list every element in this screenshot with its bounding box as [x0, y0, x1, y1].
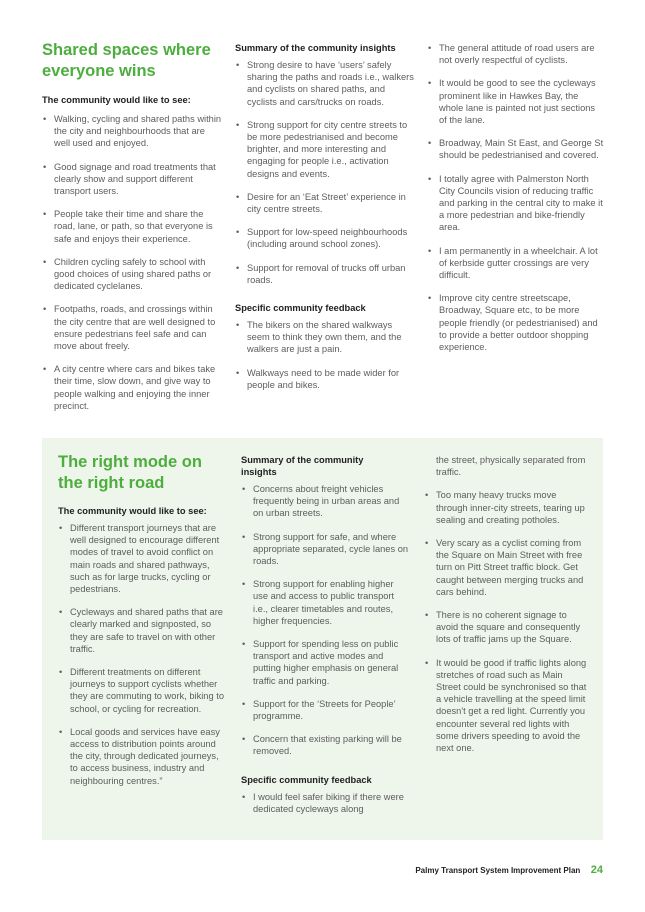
- list-item: • Different transport journeys that are well designed to encourage different modes of travel to avoid conflict on main roads and shared pathways, such as for large trucks, cycling or pedestrians.: [58, 522, 225, 595]
- section2-feedback-title: Specific community feedback: [241, 774, 372, 785]
- section2-wish-title: The community would like to see:: [58, 506, 207, 516]
- section1-feedback-title: Specific community feedback: [235, 303, 366, 314]
- list-item: • Different treatments on different journeys to support cyclists whether they are commuting to work, biking to school, or cycling for recreation.: [58, 666, 225, 715]
- list-item: • Too many heavy trucks move through inner-city streets, tearing up sealing and creating potholes.: [424, 489, 589, 526]
- section1-insights-list: [235, 59, 415, 286]
- list-item: • Strong support for safe, and where appropriate separated, cycle lanes on roads.: [241, 531, 409, 568]
- list-item: • Desire for an ‘Eat Street’ experience in city centre streets.: [235, 191, 415, 215]
- section2-feedback-list-b: [424, 489, 589, 754]
- list-item: • I totally agree with Palmerston North City Councils vision of reducing traffic and parking in the central city to make it a more pedestrian and bike-friendly area.: [427, 173, 605, 234]
- section1-wish-title: The community would like to see:: [42, 95, 191, 105]
- section-shared-spaces: [0, 0, 645, 440]
- section2-col2: [241, 454, 409, 826]
- section2-wish-list: [58, 522, 225, 787]
- list-item: • Support for removal of trucks off urban roads.: [235, 262, 415, 286]
- section1-insights-title: Summary of the community insights: [235, 43, 396, 53]
- list-item: • Improve city centre streetscape, Broadway, Square etc, to be more people friendly (or pedestrianised) and to provide a better outdoor shopping experience.: [427, 292, 605, 353]
- section1-feedback-list-b: [427, 42, 605, 353]
- page-footer: [300, 860, 603, 878]
- section1-col3: [427, 42, 605, 364]
- footer-title: Palmy Transport System Improvement Plan: [415, 866, 581, 875]
- list-item: • The bikers on the shared walkways seem to think they own them, and the walkers are just a pain.: [235, 319, 415, 356]
- list-item: • The general attitude of road users are not overly respectful of cyclists.: [427, 42, 605, 66]
- section1-heading: Shared spaces where everyone wins: [42, 41, 211, 80]
- page-number: 24: [590, 864, 603, 876]
- section2-feedback-continued: the street, physically separated from traffic.: [436, 455, 586, 478]
- section1-col2: [235, 42, 415, 402]
- list-item: • Support for spending less on public transport and active modes and putting higher emphasis on general traffic and parking.: [241, 638, 409, 687]
- section1-feedback-list-a: [235, 319, 415, 391]
- list-item: • Broadway, Main St East, and George St should be pedestrianised and covered.: [427, 137, 605, 161]
- list-item: • People take their time and share the road, lane, or path, so that everyone is safe and enjoys their experience.: [42, 208, 222, 245]
- section-right-mode-panel: [42, 438, 603, 840]
- section2-feedback-list-a: [241, 791, 409, 815]
- list-item: • There is no coherent signage to avoid the square and consequently lots of traffic jams up the Square.: [424, 609, 589, 646]
- list-item: • Children cycling safely to school with good choices of using shared paths or dedicated cyclelanes.: [42, 256, 222, 293]
- list-item: • Footpaths, roads, and crossings within the city centre that are well designed to ensure pedestrians feel safe and can move about freely.: [42, 303, 222, 352]
- section2-insights-title: Summary of the community insights: [241, 455, 364, 477]
- section2-col1: [58, 452, 225, 798]
- list-item: • Support for low-speed neighbourhoods (including around school zones).: [235, 226, 415, 250]
- list-item: • Walking, cycling and shared paths within the city and neighbourhoods that are well used and enjoyed.: [42, 113, 222, 150]
- list-item: • Good signage and road treatments that clearly show and support different transport users.: [42, 161, 222, 198]
- list-item: • Concern that existing parking will be removed.: [241, 733, 409, 757]
- list-item: • I am permanently in a wheelchair. A lot of kerbside gutter crossings are very difficult.: [427, 245, 605, 282]
- list-item: • It would be good if traffic lights along stretches of road such as Main Street could be synchronised so that a vehicle travelling at the speed limit doesn't get a red light. Currently you encounter several red lights with some drivers speeding to avoid the next one.: [424, 657, 589, 755]
- list-item: • Strong support for enabling higher use and access to public transport i.e., clearer timetables and routes, higher frequencies.: [241, 578, 409, 627]
- section2-heading: The right mode on the right road: [58, 453, 202, 492]
- list-item: • Strong desire to have ‘users’ safely sharing the paths and roads i.e., walkers and cyclists on shared paths, and cyclists and cars/trucks on roads.: [235, 59, 415, 108]
- section2-insights-list: [241, 483, 409, 758]
- list-item: • I would feel safer biking if there were dedicated cycleways along: [241, 791, 409, 815]
- list-item: • Concerns about freight vehicles frequently being in urban areas and on urban streets.: [241, 483, 409, 520]
- list-item: • It would be good to see the cycleways prominent like in Hawkes Bay, the whole lane is painted not just sections of the lane.: [427, 77, 605, 126]
- section1-col1: [42, 40, 222, 423]
- list-item: • Very scary as a cyclist coming from the Square on Main Street with free turn on Pitt Street traffic block. Get caught between merging trucks and cars behind.: [424, 537, 589, 598]
- list-item: • Strong support for city centre streets to be more pedestrianised and become brighter, and more interesting and engaging for people i.e., activation designs and events.: [235, 119, 415, 180]
- list-item: • Support for the ‘Streets for People’ programme.: [241, 698, 409, 722]
- list-item: • Walkways need to be made wider for people and bikes.: [235, 367, 415, 391]
- section1-wish-list: [42, 113, 222, 412]
- section2-col3: [424, 454, 589, 765]
- list-item: • Local goods and services have easy access to distribution points around the city, through dedicated journeys, to access business, industry and neighbouring centres.”: [58, 726, 225, 787]
- list-item: • Cycleways and shared paths that are clearly marked and signposted, so they are safe to travel on with other traffic.: [58, 606, 225, 655]
- list-item: • A city centre where cars and bikes take their time, slow down, and give way to people walking and enjoying the inner precinct.: [42, 363, 222, 412]
